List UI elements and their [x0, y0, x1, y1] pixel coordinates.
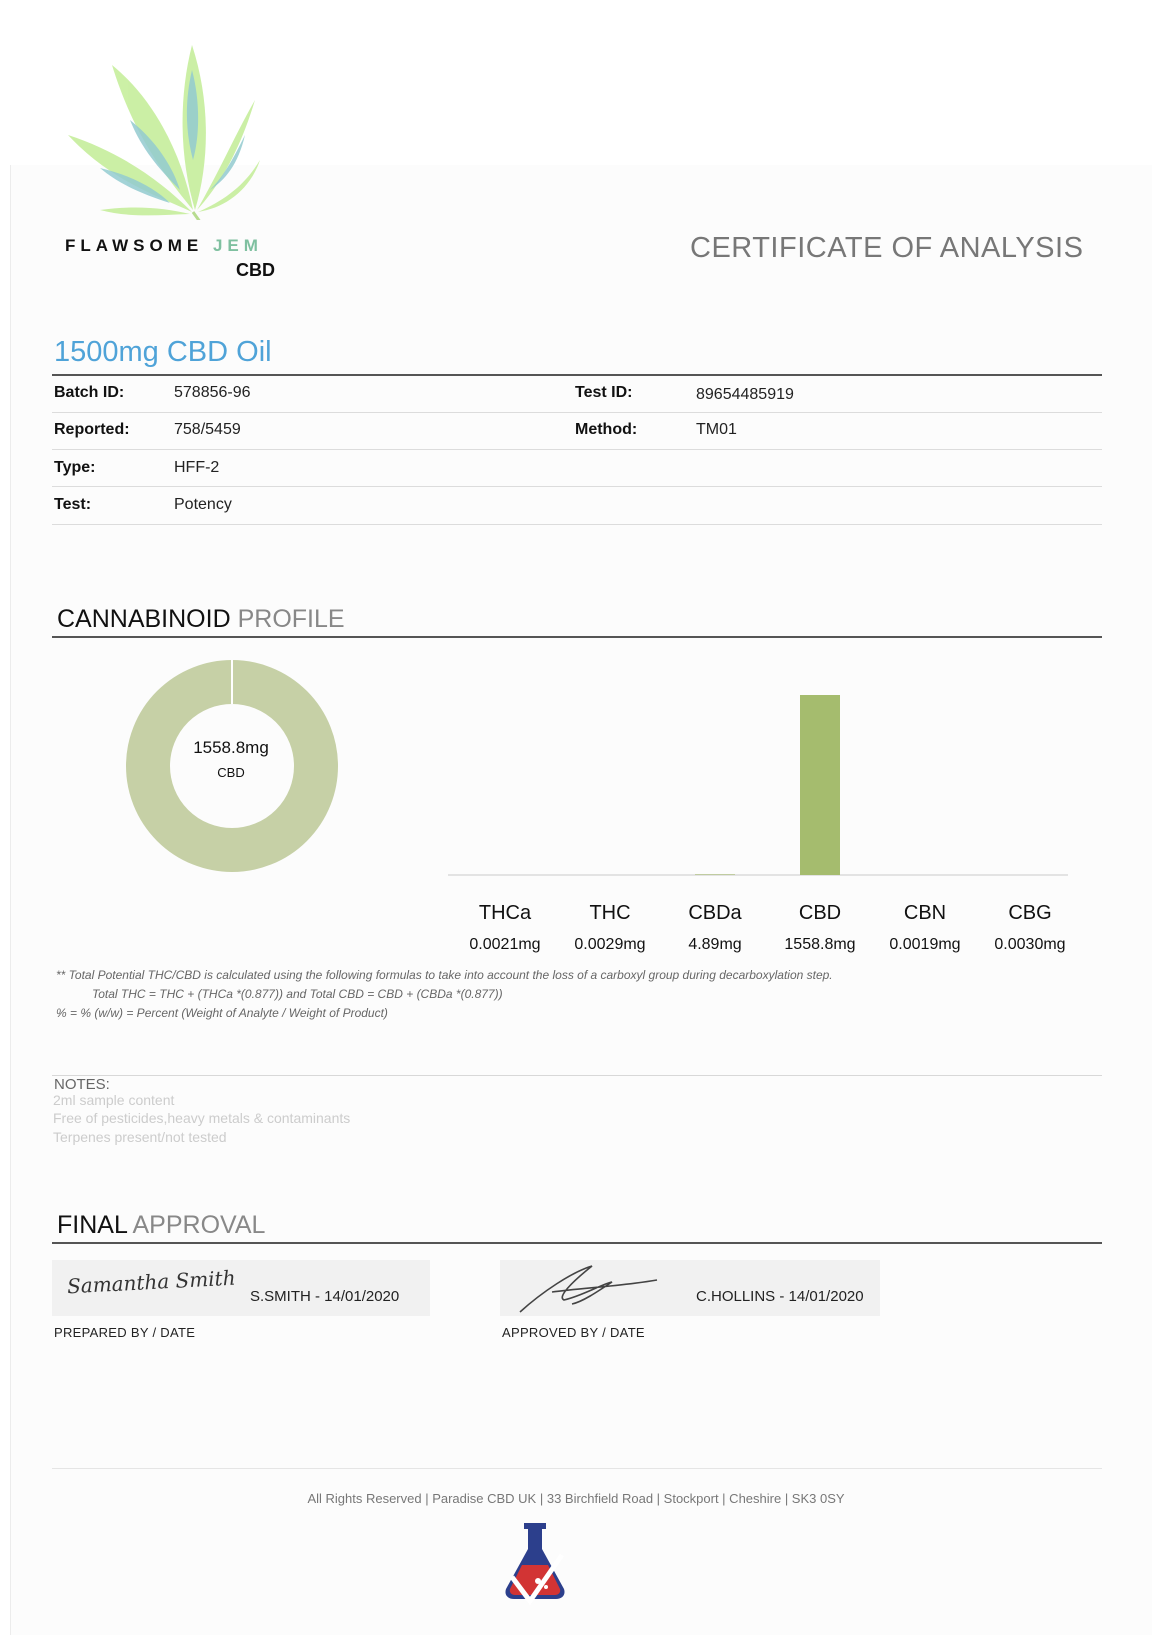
approved-name-date: C.HOLLINS - 14/01/2020 — [696, 1288, 864, 1305]
donut-label: CBD — [217, 765, 245, 780]
document-title: CERTIFICATE OF ANALYSIS — [690, 232, 1084, 264]
product-rule — [52, 374, 1102, 376]
cannabinoid-heading-light: PROFILE — [237, 605, 345, 633]
category-label-thc: THC — [589, 902, 631, 924]
row-divider — [52, 412, 1102, 413]
value-label-cbn: 0.0019mg — [889, 936, 961, 953]
row-divider — [52, 449, 1102, 450]
method-label: Method: — [575, 421, 638, 438]
cannabis-leaf-logo-icon — [60, 40, 270, 220]
brand-name-part1: FLAWSOME — [65, 236, 204, 255]
row-divider — [52, 524, 1102, 525]
category-label-cbda: CBDa — [688, 902, 742, 924]
prepared-signature: Samantha Smith — [66, 1265, 237, 1299]
test-value: Potency — [174, 496, 232, 513]
category-label-cbn: CBN — [903, 902, 947, 924]
bar-cbd — [800, 695, 840, 875]
type-label: Type: — [54, 459, 96, 476]
value-label-cbd: 1558.8mg — [784, 936, 856, 953]
value-label-thca: 0.0021mg — [469, 936, 541, 953]
prepared-name-date: S.SMITH - 14/01/2020 — [250, 1288, 400, 1305]
batch-id-value: 578856-96 — [174, 384, 251, 401]
cannabinoid-rule — [52, 636, 1102, 638]
final-approval-heading — [57, 1211, 265, 1240]
category-label-cbg: CBG — [1008, 902, 1052, 924]
test-label: Test: — [54, 496, 92, 513]
approval-heading-dark: FINAL — [57, 1211, 127, 1239]
batch-id-label: Batch ID: — [54, 384, 125, 401]
notes-rule — [52, 1075, 1102, 1076]
approved-signature-icon — [512, 1262, 662, 1317]
type-value: HFF-2 — [174, 459, 220, 476]
prepared-label: PREPARED BY / DATE — [54, 1325, 196, 1340]
note-item: 2ml sample content — [53, 1092, 175, 1108]
method-value: TM01 — [696, 421, 737, 438]
note-item: Free of pesticides,heavy metals & contaminants — [53, 1110, 351, 1126]
test-id-label: Test ID: — [575, 384, 633, 401]
row-divider — [52, 486, 1102, 487]
donut-value: 1558.8mg — [193, 738, 269, 757]
formula-note-2: Total THC = THC + (THCa *(0.877)) and Total CBD = CBD + (CBDa *(0.877)) — [92, 987, 503, 1001]
formula-note-1: ** Total Potential THC/CBD is calculated using the following formulas to take into account the loss of a carboxyl group during decarboxylation step. — [56, 968, 833, 982]
category-label-cbd: CBD — [798, 902, 842, 924]
brand-name — [65, 236, 263, 256]
brand-name-part2: JEM — [212, 236, 263, 255]
brand-sub: CBD — [236, 260, 275, 280]
lab-flask-logo-icon — [500, 1515, 570, 1605]
notes-label: NOTES: — [54, 1076, 110, 1093]
value-label-cbda: 4.89mg — [688, 936, 742, 953]
value-label-thc: 0.0029mg — [574, 936, 646, 953]
cannabinoid-profile-heading — [57, 605, 345, 634]
cannabinoid-bar-chart — [448, 680, 1068, 880]
formula-note-3: % = % (w/w) = Percent (Weight of Analyte / Weight of Product) — [56, 1006, 388, 1020]
approved-label: APPROVED BY / DATE — [502, 1325, 645, 1340]
footer-text: All Rights Reserved | Paradise CBD UK | 33 Birchfield Road | Stockport | Cheshire | SK3 0SY — [307, 1491, 845, 1506]
bar-cbda — [695, 874, 735, 875]
cannabinoid-heading-dark: CANNABINOID — [57, 605, 231, 633]
footer-rule — [52, 1468, 1102, 1469]
reported-label: Reported: — [54, 421, 130, 438]
value-label-cbg: 0.0030mg — [994, 936, 1066, 953]
reported-value: 758/5459 — [174, 421, 241, 438]
approval-rule — [52, 1242, 1102, 1244]
note-item: Terpenes present/not tested — [53, 1129, 227, 1145]
category-label-thca: THCa — [478, 902, 532, 924]
product-name: 1500mg CBD Oil — [54, 336, 272, 368]
test-id-value: 89654485919 — [696, 386, 794, 403]
approval-heading-light: APPROVAL — [132, 1211, 266, 1239]
